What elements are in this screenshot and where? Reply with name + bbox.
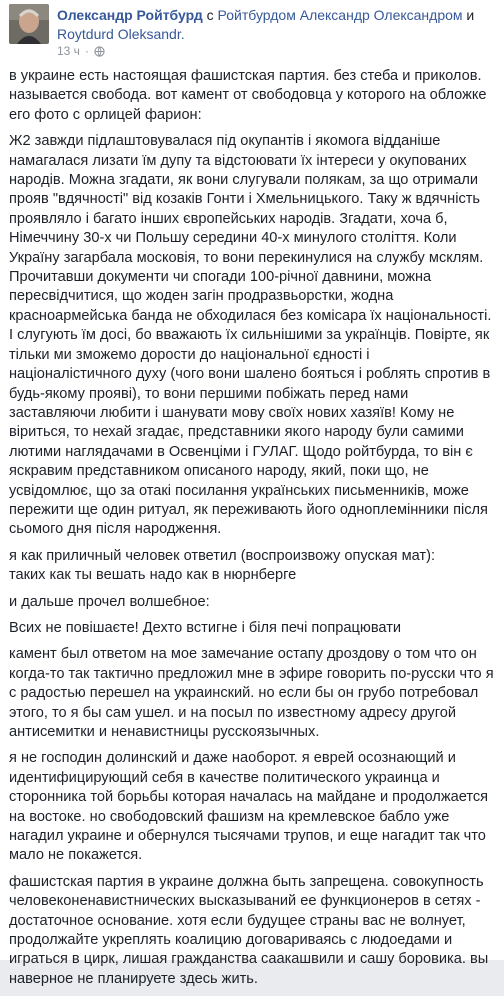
tagged-user-1[interactable]: Ройтбурдом Александр Олександром — [217, 7, 463, 23]
post-author-line — [57, 6, 496, 44]
post-body — [9, 67, 496, 996]
and-word: и — [466, 7, 475, 23]
post-time[interactable]: 13 ч — [57, 44, 80, 58]
avatar-photo — [9, 4, 49, 44]
avatar[interactable] — [9, 4, 49, 44]
post-meta — [57, 44, 105, 58]
post-paragraph: Всих не повішаєте! Дехто встигне і біля печі попрацювати — [9, 619, 402, 636]
post-paragraph: я как приличный человек ответил (воспроизвожу опуская мат): таких как ты вешать надо как в нюрнберге — [9, 547, 436, 584]
separator: · — [84, 44, 89, 58]
globe-icon[interactable] — [94, 46, 105, 57]
with-word: с — [206, 7, 214, 23]
post-paragraph: камент был ответом на мое замечание остапу дроздову о том что он когда-то так тактично предложил мне в эфире говорить по-русски что я с радостью перешел на украинский. но если бы он грубо потребовал этого, то я бы сам ушел. и на посыл по известному адресу другой антисемитки и ненавистницы русскоязычных. — [9, 646, 498, 740]
author-name[interactable]: Олександр Ройтбурд — [57, 7, 203, 23]
post-paragraph: в украине есть настоящая фашистская партия. без стеба и приколов. называется свобода. вот камент от свободовца у которого на обложке его фото с орлицей фарион: — [9, 68, 491, 123]
post-paragraph: Ж2 завжди підлаштовувалася під окупантів і якомога відданіше намагалася лизати їм дупу та відстоювати їх інтереси у окупованих народів. Можна згадати, як вони слугували полякам, за що отримали прояв "вдячності" від козаків Гонти і Хмельницького. Таку ж вдячність проявляло і багато інших європейських народів. Згадати, хоча б, Німеччину 30-х чи Польшу середини 40-х минулого століття. Коли Україну загарбала московія, то вони перекинулися на службу мсклям. Прочитавши документи чи спогади 100-річної давнини, можна пересвідчитися, що жоден загін продразвьорстки, жодна красноармейська банда не обходилася без комісара їх національності. І слугують їм досі, бо вважають їх сильнішими за українців. Повірте, як тільки ми зможемо дорости до національної єдності і націоналістичного духу (чого вони шалено бояться і роблять спротив в будь-якому прояві), то вони першими побіжать перед нами заставляючи любити і шанувати мову своїх нових хазяїв! Кому не віриться, то нехай згадає, представники якого народу були самими лютими наглядачами в Освенціми і ГУЛАГ. Щодо ройтбурда, то він є яскравим представником описаного народу, який, поки що, не усвідомлює, що за отакі посилання українських письменників, може пережити ще один ритуал, як переживають його одноплемінники після сьомого дня після народження. — [9, 133, 496, 538]
post-paragraph: я не господин долинский и даже наоборот. я еврей осознающий и идентифицирующий себя в качестве политического украинца и сторонника той борьбы которая началась на майдане и продолжается на востоке. но свободовский фашизм на кремлевское бабло уже нагадил украине и обернулся тысячами трупов, и еще нагадит так что мало не покажется. — [9, 750, 493, 864]
post-paragraph: фашистская партия в украине должна быть запрещена. совокупность человеконенавистнических высказываний ее функционеров в сетях - достаточное основание. хотя если будущее страны вас не волнует, продолжайте укреплять коалицию договариваясь с людоедами и играться в цирк, лишая гражданства саакашвили и сашу боровика. вы наверное не планируете здесь жить. — [9, 873, 493, 987]
tagged-user-2[interactable]: Roytdurd Oleksandr. — [57, 26, 185, 42]
post-header — [9, 4, 496, 56]
post-paragraph: и дальше прочел волшебное: — [9, 593, 210, 610]
